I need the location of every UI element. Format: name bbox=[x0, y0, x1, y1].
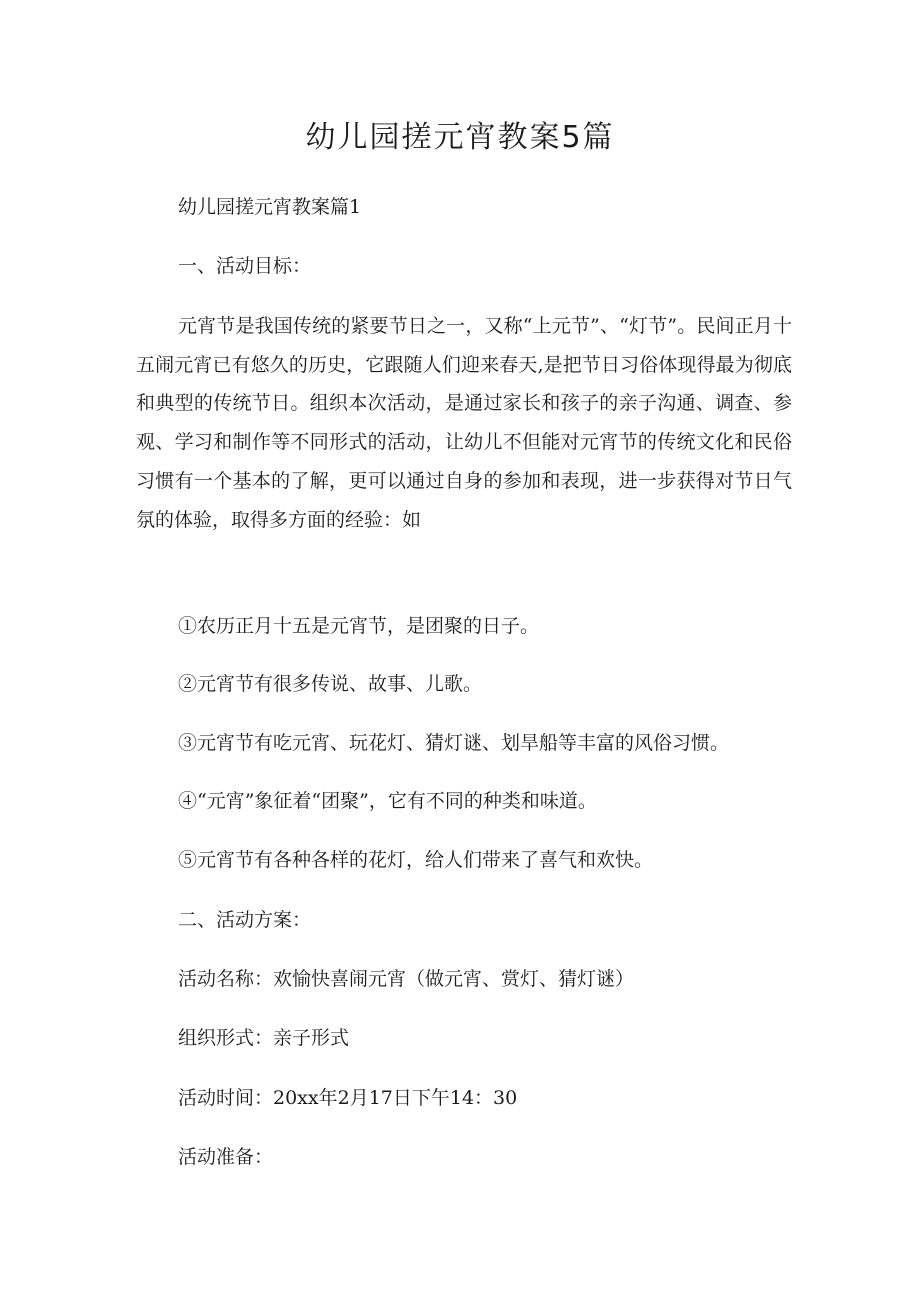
organization-form: 组织形式：亲子形式 bbox=[178, 1027, 350, 1049]
goal-item: ①农历正月十五是元宵节，是团聚的日子。 bbox=[178, 615, 540, 637]
section-heading-goals: 一、活动目标： bbox=[178, 255, 312, 277]
goal-item: ④“元宵”象征着“团聚”，它有不同的种类和味道。 bbox=[178, 790, 597, 812]
goal-item: ③元宵节有吃元宵、玩花灯、猜灯谜、划旱船等丰富的风俗习惯。 bbox=[178, 732, 730, 754]
activity-name: 活动名称：欢愉快喜闹元宵（做元宵、赏灯、猜灯谜） bbox=[178, 968, 635, 990]
goal-item: ⑤元宵节有各种各样的花灯，给人们带来了喜气和欢快。 bbox=[178, 849, 654, 871]
section-heading-plan: 二、活动方案： bbox=[178, 909, 312, 931]
goal-item: ②元宵节有很多传说、故事、儿歌。 bbox=[178, 673, 483, 695]
activity-time: 活动时间：20xx年2月17日下午14：30 bbox=[178, 1087, 518, 1109]
lesson-subtitle: 幼儿园搓元宵教案篇1 bbox=[178, 196, 362, 218]
activity-preparation: 活动准备： bbox=[178, 1146, 274, 1168]
intro-paragraph: 元宵节是我国传统的紧要节日之一，又称“上元节”、“灯节”。民间正月十五闹元宵已有悠久的历史，它跟随人们迎来春天,是把节日习俗体现得最为彻底和典型的传统节日。组织本次活动，是通过家长和孩子的亲子沟通、调查、参观、学习和制作等不同形式的活动，让幼儿不但能对元宵节的传统文化和民俗习惯有一个基本的了解，更可以通过自身的参加和表现，进一步获得对节日气氛的体验，取得多方面的经验：如 bbox=[136, 315, 792, 531]
document-title: 幼儿园搓元宵教案5篇 bbox=[305, 120, 615, 155]
